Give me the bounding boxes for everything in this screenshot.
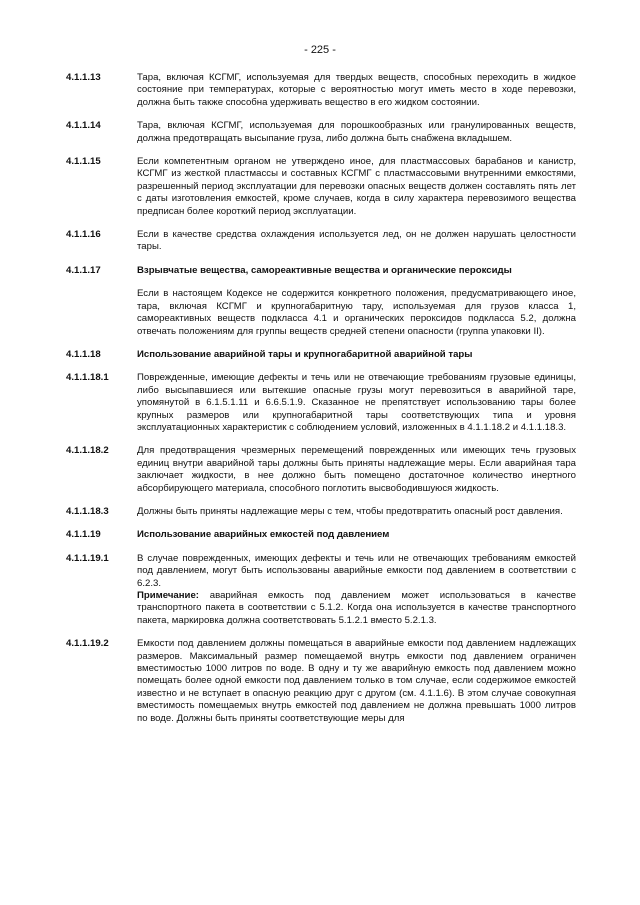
clause-text: Тара, включая КСГМГ, используемая для порошкообразных или гранулированных веществ, должна предотвращать высыпание груза, либо должна быть снабжена вкладышем. — [137, 120, 576, 144]
clause-text: Поврежденные, имеющие дефекты и течь или не отвечающие требованиям грузовые единицы, либо высыпавшиеся или вытекшие опасные грузы могут перевозиться в аварийной таре, упомянутой в 6.1.5.1.11 и 6.6.5.1.9. Сказанное не препятствует использованию тары более крупных размеров или крупногабаритной тары соответствующих типа и уровня эксплуатационных характеристик с соблюдением условий, изложенных в 4.1.1.18.2 и 4.1.1.18.3. — [137, 372, 576, 433]
clause-number: 4.1.1.18 — [66, 348, 101, 360]
clause-text: В случае поврежденных, имеющих дефекты и течь или не отвечающих требованиям емкостей под давлением, могут быть использованы аварийные емкости под давлением в соответствии с 6.2.3. — [137, 552, 576, 589]
section-heading: Использование аварийной тары и крупногабаритной аварийной тары — [137, 348, 473, 360]
clause-4-1-1-14 — [66, 120, 576, 145]
clause-number: 4.1.1.18.3 — [66, 505, 109, 517]
clause-4-1-1-19-2 — [66, 638, 576, 725]
clause-4-1-1-19 — [66, 529, 576, 541]
clause-text: Если компетентным органом не утверждено иное, для пластмассовых барабанов и канистр, КСГМГ из жесткой пластмассы и составных КСГМГ с пластмассовыми внутренними емкостями, разрешенный период эксплуатации для перевозки опасных веществ должен составлять пять лет с даты изготовления емкостей, кроме случаев, когда в силу характера перевозимого вещества предписан более короткий период эксплуатации. — [137, 156, 576, 217]
clause-number: 4.1.1.19.2 — [66, 638, 109, 650]
clause-text: Для предотвращения чрезмерных перемещений поврежденных или имеющих течь грузовых единиц внутри аварийной тары должны быть приняты надлежащие меры. Если аварийная тара заключает жидкости, в нее должно быть помещено достаточное количество инертного абсорбирующего материала, способного поглотить высвободившуюся жидкость. — [137, 445, 576, 494]
clause-number: 4.1.1.13 — [66, 72, 101, 83]
clause-number: 4.1.1.17 — [66, 264, 101, 276]
clause-text: Должны быть приняты надлежащие меры с тем, чтобы предотвратить опасный рост давления. — [137, 505, 563, 517]
clause-4-1-1-13 — [66, 72, 576, 109]
section-heading: Взрывчатые вещества, самореактивные вещества и органические пероксиды — [137, 264, 512, 276]
clause-4-1-1-19-1 — [66, 553, 576, 627]
clause-number: 4.1.1.18.2 — [66, 445, 109, 457]
note — [137, 590, 576, 627]
page-number: - 225 - — [304, 44, 336, 56]
clause-text: Емкости под давлением должны помещаться в аварийные емкости под давлением надлежащих размеров. Максимальный размер помещаемой внутрь емкости под давлением ограничен вместимостью 1000 литров по воде. В одну и ту же аварийную емкость под давлением можно помещать более одной емкости под давлением только в том случае, если содержимое емкостей известно и не вступает в опасную реакцию друг с другом (см. 4.1.1.6). В этом случае совокупная вместимость помещаемых внутрь емкостей под давлением не должна превышать 1000 литров по воде. Должны быть приняты соответствующие меры для — [137, 638, 576, 724]
clause-4-1-1-16 — [66, 229, 576, 254]
clause-body — [137, 553, 576, 627]
clause-4-1-1-18 — [66, 349, 576, 361]
clause-text: Тара, включая КСГМГ, используемая для твердых веществ, способных переходить в жидкое состояние при температурах, которые с вероятностью могут иметь место в ходе перевозки, должна быть также способна удерживать вещество в его жидком состоянии. — [137, 72, 576, 108]
clause-number: 4.1.1.15 — [66, 156, 101, 168]
clause-number: 4.1.1.19.1 — [66, 552, 109, 564]
note-label: Примечание: — [137, 590, 199, 601]
clause-number: 4.1.1.18.1 — [66, 372, 109, 384]
clause-number: 4.1.1.19 — [66, 529, 101, 541]
clause-4-1-1-17 — [66, 265, 576, 277]
clause-number: 4.1.1.16 — [66, 229, 101, 241]
document-body — [66, 72, 576, 736]
clause-4-1-1-18-2 — [66, 445, 576, 495]
clause-4-1-1-18-1 — [66, 372, 576, 434]
clause-text: Если в качестве средства охлаждения используется лед, он не должен нарушать целостности тары. — [137, 229, 576, 253]
note-text: аварийная емкость под давлением может использоваться в качестве транспортного пакета в соответствии с 5.1.2. Когда она используется в качестве транспортного пакета, маркировка должна соответствовать 5.1.2.1 вместо 5.2.1.3. — [137, 590, 576, 626]
clause-number: 4.1.1.14 — [66, 120, 101, 132]
section-heading: Использование аварийных емкостей под давлением — [137, 529, 390, 541]
clause-4-1-1-15 — [66, 156, 576, 218]
clause-4-1-1-18-3 — [66, 506, 576, 518]
clause-4-1-1-17-text: Если в настоящем Кодексе не содержится конкретного положения, предусматривающего иное, тара, включая КСГМГ и крупногабаритную тару, используемая для грузов класса 1, самореактивных веществ подкласса 4.1 и органических пероксидов подкласса 5.2, должна отвечать положениям для группы веществ средней степени опасности (группа упаковки II). — [137, 288, 576, 337]
